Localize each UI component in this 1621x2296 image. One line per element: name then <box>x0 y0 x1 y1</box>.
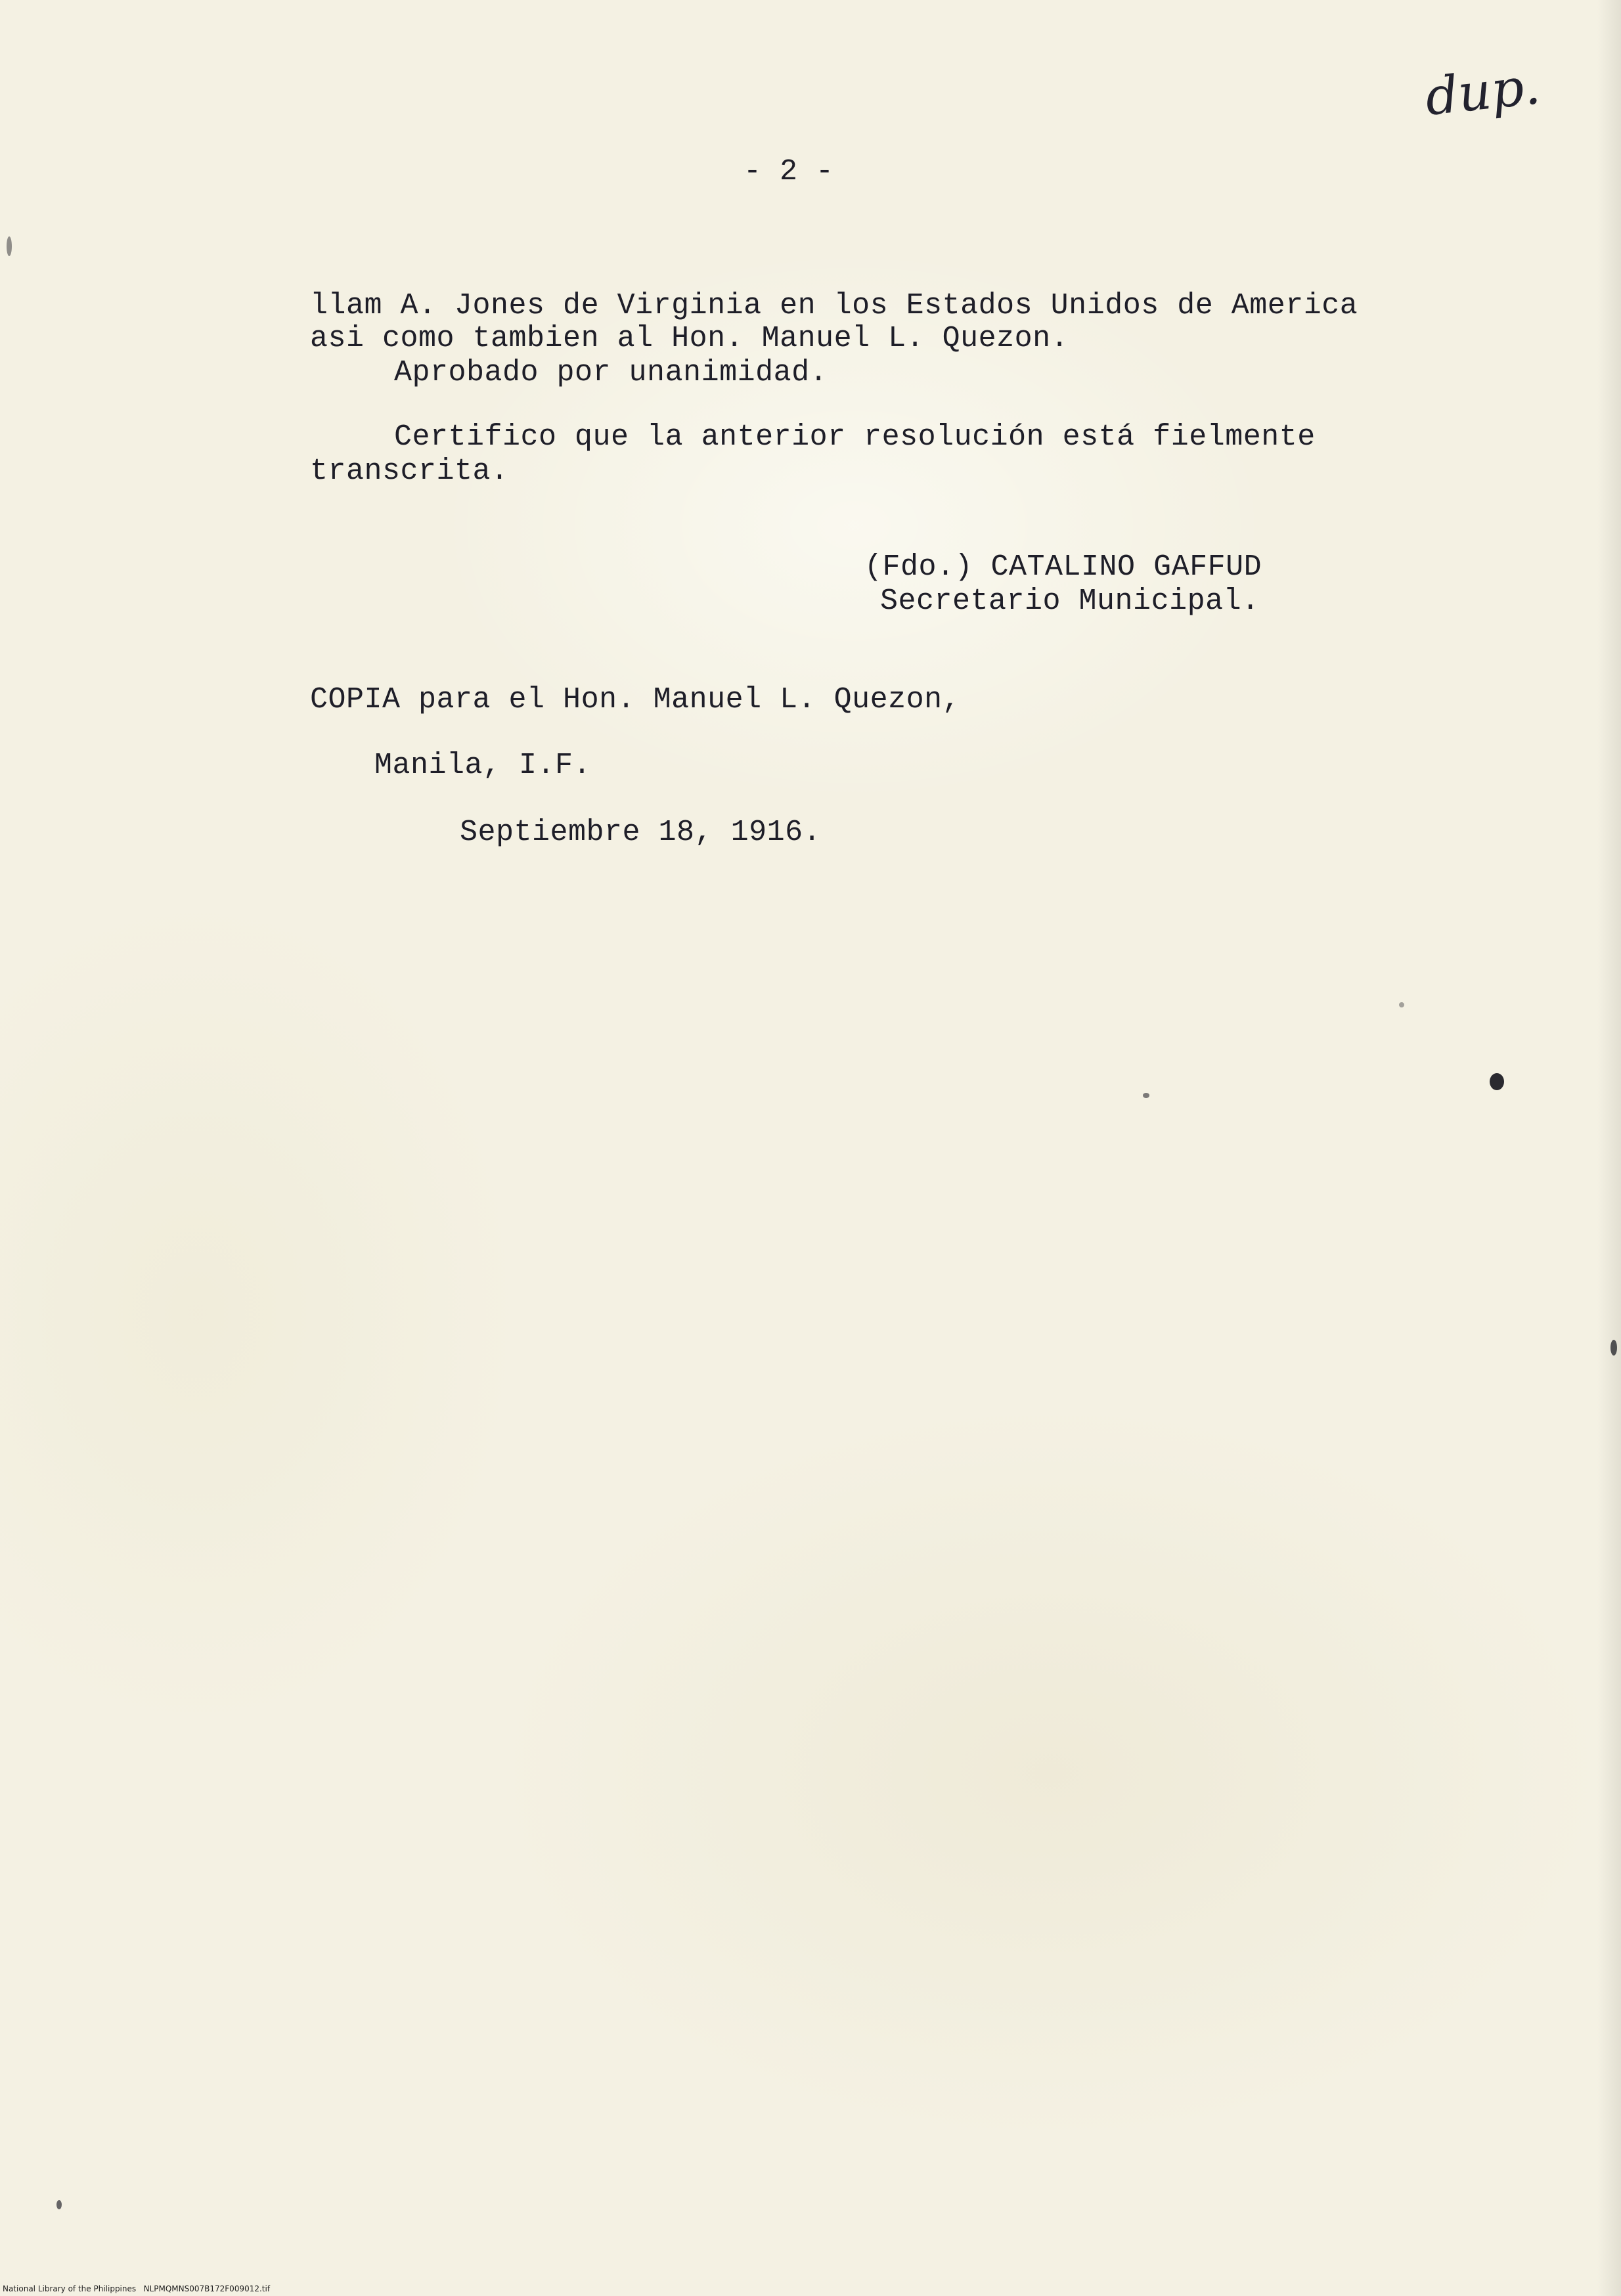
footer-file-id: NLPMQMNS007B172F009012.tif <box>143 2284 271 2293</box>
copy-date: Septiembre 18, 1916. <box>460 816 822 849</box>
signature-name: (Fdo.) CATALINO GAFFUD <box>864 550 1262 584</box>
ink-speck <box>1610 1340 1617 1356</box>
page-edge-shadow <box>1597 0 1621 2296</box>
ink-speck <box>1399 1002 1404 1007</box>
body-line-1: llam A. Jones de Virginia en los Estados Unidos de America <box>310 289 1358 322</box>
footer-institution: National Library of the Philippines <box>3 2284 137 2293</box>
copy-line-2: Manila, I.F. <box>374 749 592 782</box>
ink-speck <box>7 236 12 256</box>
ink-speck <box>56 2200 62 2209</box>
body-line-2: asi como tambien al Hon. Manuel L. Quezon. <box>310 322 1069 355</box>
signature-title: Secretario Municipal. <box>880 585 1260 618</box>
body-line-3: Aprobado por unanimidad. <box>394 356 828 389</box>
scan-footer <box>3 2284 270 2293</box>
handwritten-note: dup. <box>1422 56 1543 127</box>
ink-speck <box>1490 1073 1504 1090</box>
copy-line-1: COPIA para el Hon. Manuel L. Quezon, <box>310 683 961 717</box>
certification-line-1: Certifico que la anterior resolución está fielmente <box>394 420 1316 454</box>
certification-line-2: transcrita. <box>310 454 509 488</box>
ink-speck <box>1143 1093 1149 1098</box>
page-number: - 2 - <box>744 155 834 188</box>
